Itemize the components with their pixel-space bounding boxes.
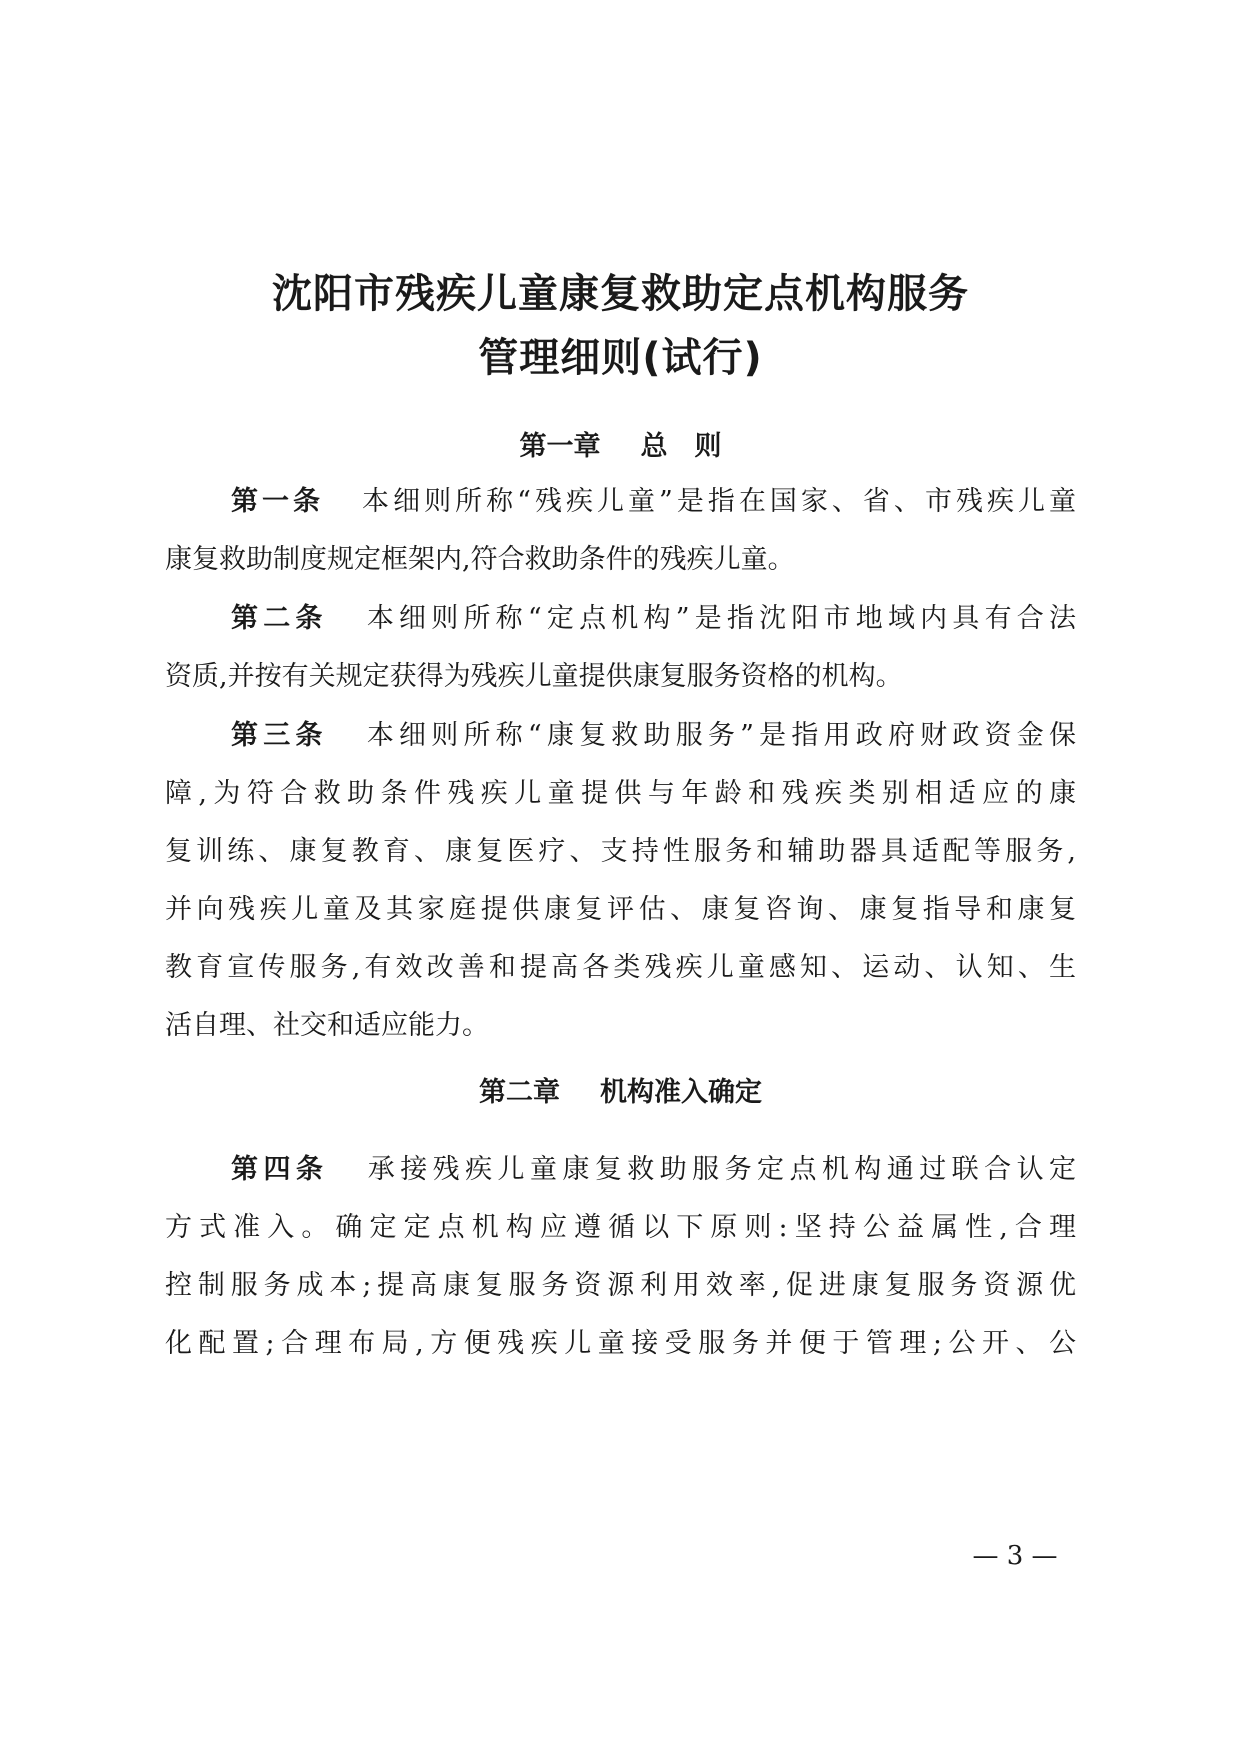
article-4-text-1: 承接残疾儿童康复救助服务定点机构通过联合认定 bbox=[362, 1154, 1076, 1185]
article-2-line-1 bbox=[231, 601, 1076, 637]
article-4-line-1 bbox=[231, 1152, 1076, 1188]
article-4-line-2: 方式准入。确定定点机构应遵循以下原则:坚持公益属性,合理 bbox=[165, 1212, 1076, 1243]
chapter-1-name: 总 则 bbox=[640, 431, 722, 462]
chapter-2-number: 第二章 bbox=[479, 1077, 560, 1108]
article-3-text-1: 本细则所称“康复救助服务”是指用政府财政资金保 bbox=[361, 720, 1076, 751]
article-3-line-5: 教育宣传服务,有效改善和提高各类残疾儿童感知、运动、认知、生 bbox=[165, 952, 1076, 983]
article-3-line-3: 复训练、康复教育、康复医疗、支持性服务和辅助器具适配等服务, bbox=[165, 836, 1076, 867]
article-1-line-2: 康复救助制度规定框架内,符合救助条件的残疾儿童。 bbox=[165, 544, 795, 575]
article-3-line-4: 并向残疾儿童及其家庭提供康复评估、康复咨询、康复指导和康复 bbox=[165, 894, 1076, 925]
article-4-line-4: 化配置;合理布局,方便残疾儿童接受服务并便于管理;公开、公 bbox=[165, 1328, 1076, 1359]
article-3-label: 第三条 bbox=[231, 720, 328, 751]
article-4-line-3: 控制服务成本;提高康复服务资源利用效率,促进康复服务资源优 bbox=[165, 1270, 1076, 1301]
article-1-line-1 bbox=[231, 484, 1076, 520]
article-1-text-1: 本细则所称“残疾儿童”是指在国家、省、市残疾儿童 bbox=[358, 486, 1076, 517]
chapter-1-heading bbox=[0, 430, 1241, 464]
article-2-text-1: 本细则所称“定点机构”是指沈阳市地域内具有合法 bbox=[361, 603, 1076, 634]
article-3-line-1 bbox=[231, 718, 1076, 754]
chapter-2-name: 机构准入确定 bbox=[600, 1077, 762, 1108]
chapter-1-number: 第一章 bbox=[519, 431, 601, 462]
document-title-line-2: 管理细则(试行) bbox=[478, 335, 763, 381]
article-4-label: 第四条 bbox=[231, 1154, 329, 1185]
article-1-label: 第一条 bbox=[231, 486, 325, 517]
article-2-label: 第二条 bbox=[231, 603, 328, 634]
document-title-line-1: 沈阳市残疾儿童康复救助定点机构服务 bbox=[272, 271, 969, 317]
chapter-2-heading bbox=[0, 1076, 1241, 1110]
article-2-line-2: 资质,并按有关规定获得为残疾儿童提供康复服务资格的机构。 bbox=[165, 661, 903, 692]
page-number: — 3 — bbox=[972, 1541, 1058, 1571]
article-3-line-2: 障,为符合救助条件残疾儿童提供与年龄和残疾类别相适应的康 bbox=[165, 778, 1076, 809]
article-3-line-6: 活自理、社交和适应能力。 bbox=[165, 1010, 489, 1041]
